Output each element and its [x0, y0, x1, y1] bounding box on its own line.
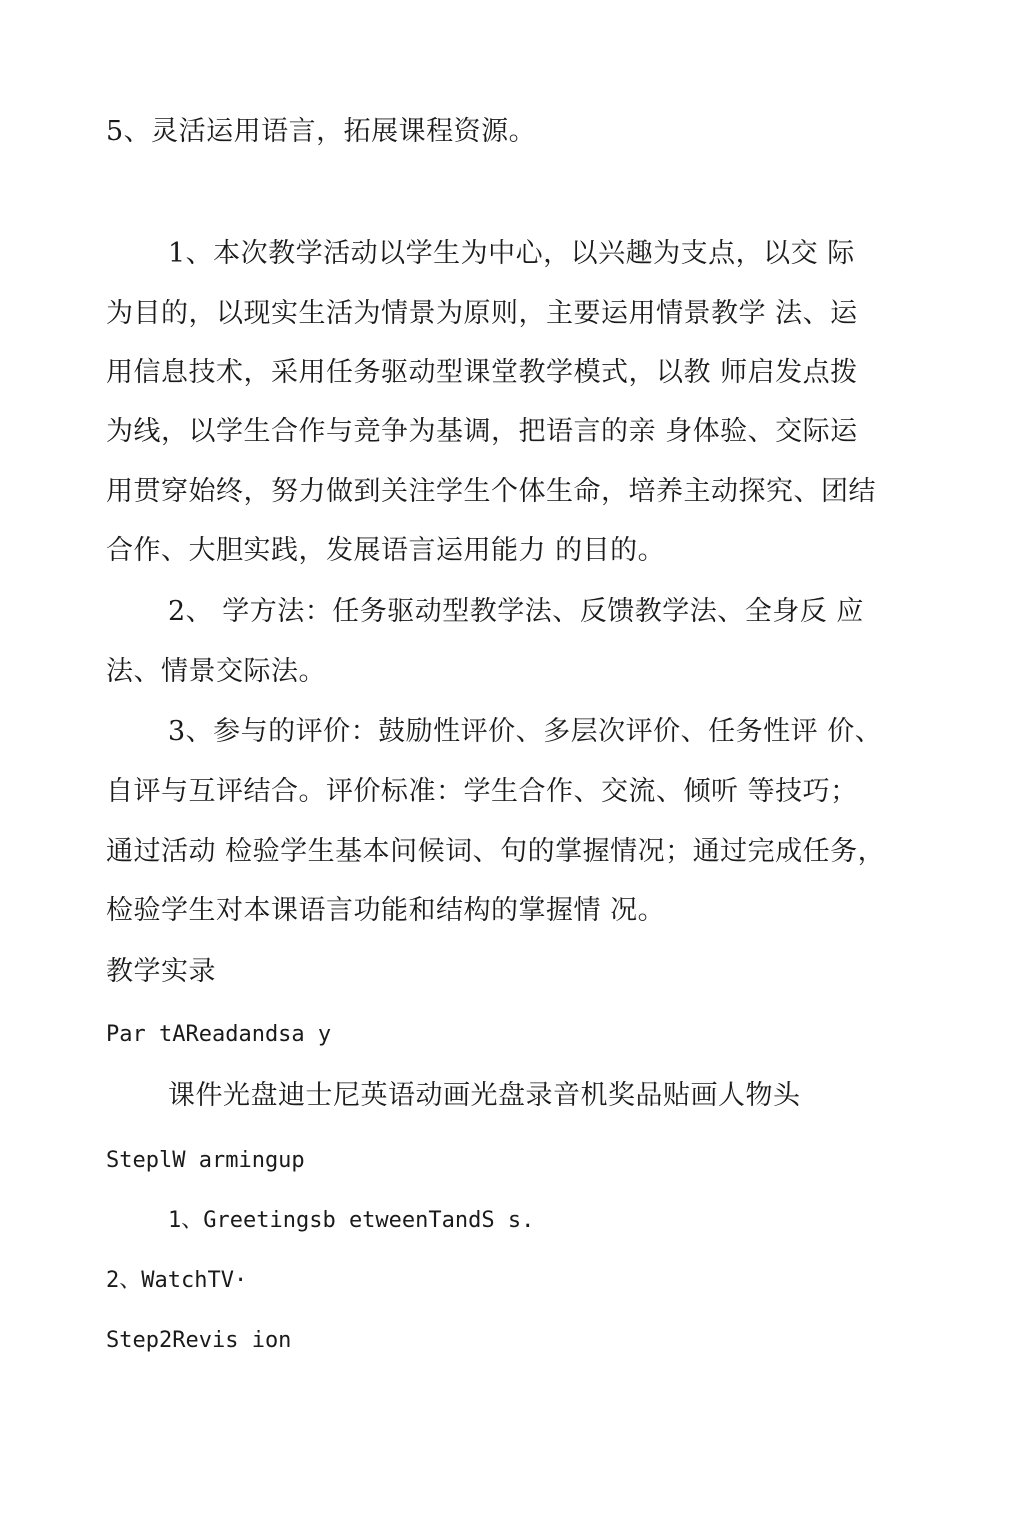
paragraph-3-line-1: 3、参与的评价：鼓励性评价、多层次评价、任务性评 价、 — [168, 716, 883, 747]
paragraph-1-line-6: 合作、大胆实践，发展语言运用能力 的目的。 — [106, 535, 666, 566]
paragraph-3-line-4: 检验学生对本课语言功能和结构的掌握情 况。 — [106, 895, 666, 926]
step-1-item-2: 2、WatchTV· — [106, 1268, 248, 1293]
paragraph-1-line-1: 1、本次教学活动以学生为中心，以兴趣为支点，以交 际 — [168, 238, 855, 269]
paragraph-1-line-3: 用信息技术，采用任务驱动型课堂教学模式，以教 师启发点拨 — [106, 357, 858, 388]
paragraph-2-line-1: 2、 学方法：任务驱动型教学法、反馈教学法、全身反 应 — [168, 596, 864, 627]
step-1-heading: SteplW armingup — [106, 1148, 305, 1173]
step-1-item-1: 1、Greetingsb etweenTandS s. — [168, 1208, 535, 1233]
paragraph-3-line-2: 自评与互评结合。评价标准：学生合作、交流、倾听 等技巧； — [106, 776, 858, 807]
heading-item-5: 5、灵活运用语言，拓展课程资源。 — [106, 116, 537, 147]
paragraph-3-line-3: 通过活动 检验学生基本问候词、句的掌握情况；通过完成任务， — [106, 836, 886, 867]
part-a-heading: Par tAReadandsa y — [106, 1022, 332, 1047]
paragraph-1-line-2: 为目的，以现实生活为情景为原则，主要运用情景教学 法、运 — [106, 298, 858, 329]
materials-line: 课件光盘迪士尼英语动画光盘录音机奖品贴画人物头 — [168, 1080, 801, 1111]
paragraph-1-line-4: 为线，以学生合作与竞争为基调，把语言的亲 身体验、交际运 — [106, 416, 858, 447]
section-title: 教学实录 — [106, 956, 216, 987]
step-2-heading: Step2Revis ion — [106, 1328, 292, 1353]
paragraph-2-line-2: 法、情景交际法。 — [106, 656, 326, 687]
paragraph-1-line-5: 用贯穿始终，努力做到关注学生个体生命，培养主动探究、团结 — [106, 476, 876, 507]
